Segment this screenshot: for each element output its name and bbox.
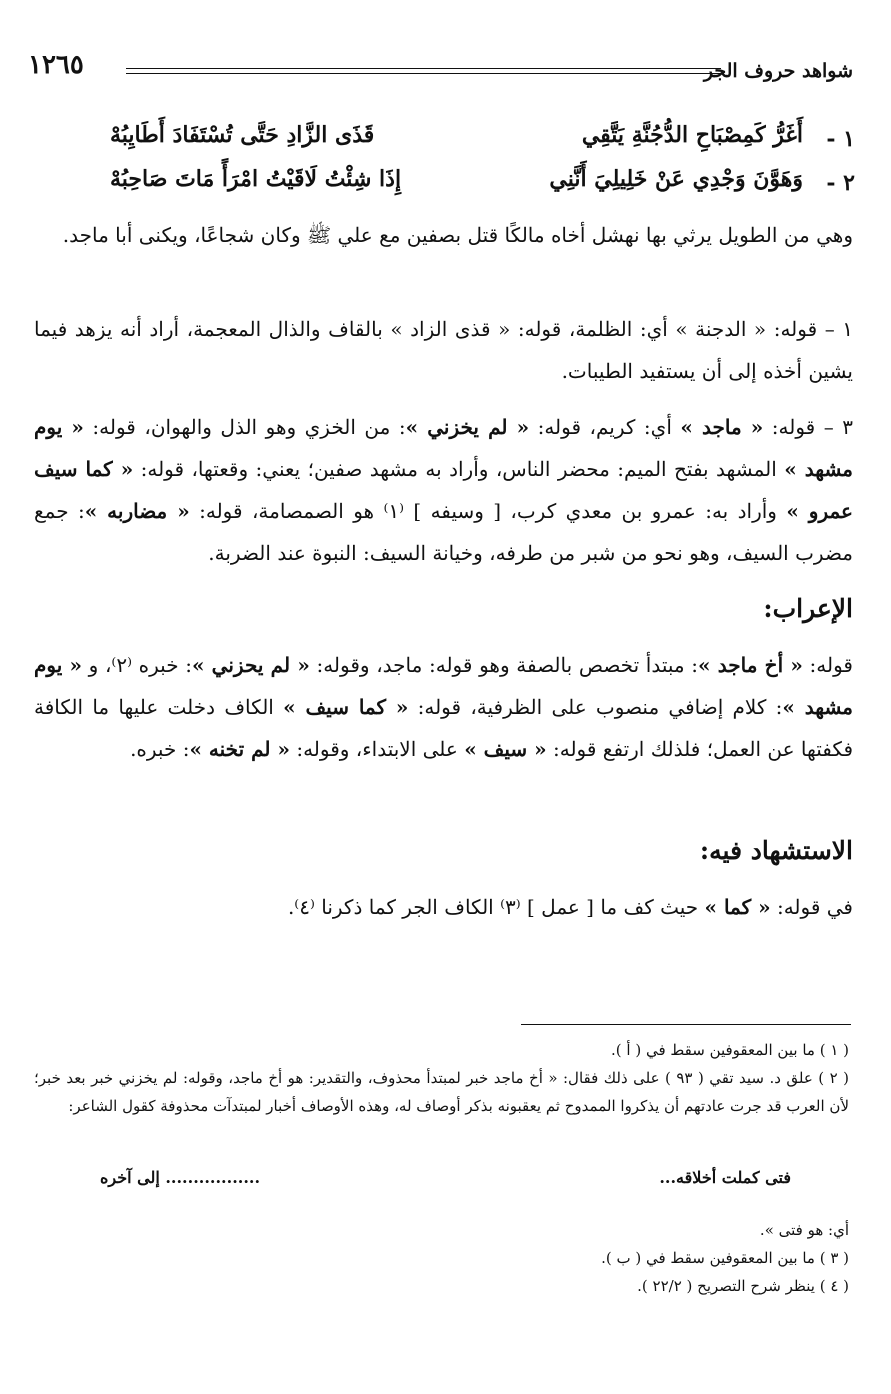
verse-2 — [80, 166, 855, 206]
running-title: شواهد حروف الجر — [703, 60, 853, 82]
i3rab-paragraph — [34, 644, 853, 770]
text-run: على الابتداء، وقوله: — [289, 737, 465, 761]
text-run: : من الخزي وهو الذل والهوان، قوله: — [83, 415, 406, 439]
text-run: ٣ – قوله: — [763, 415, 853, 439]
quoted-term: « لم تخنه » — [189, 737, 290, 761]
text-run: : كلام إضافي منصوب على الظرفية، قوله: — [408, 695, 783, 719]
text-run: المشهد بفتح الميم: محضر الناس، وأراد به مشهد صفين؛ يعني: وقعتها، قوله: — [133, 457, 785, 481]
note-1-paragraph: ١ – قوله: « الدجنة » أي: الظلمة، قوله: « قذى الزاد » بالقاف والذال المعجمة، أراد أنه يزهد فيما يشين أخذه إلى أن يستفيد الطيبات. — [34, 317, 853, 383]
quoted-term: « يوم مشهد » — [34, 653, 854, 719]
text-run: حيث كف ما [ عمل ] ⁽٣⁾ الكاف الجر كما ذكرنا ⁽٤⁾. — [287, 895, 705, 919]
verse-number: ٢ - — [826, 170, 855, 196]
verse-first-hemistich: وَهَوَّنَ وَجْدِي عَنْ خَلِيلِيَ أَنَّنِي — [549, 166, 803, 192]
footnote-3: ( ٣ ) ما بين المعقوفين سقط في ( ب ). — [601, 1249, 849, 1267]
intro-paragraph: وهي من الطويل يرثي بها نهشل أخاه مالكًا قتل بصفين مع علي ﷺ وكان شجاعًا، ويكنى أبا ماجد. — [62, 223, 853, 247]
verse-1 — [80, 122, 855, 162]
text-run: في قوله: — [770, 895, 853, 919]
text-run: قوله: — [802, 653, 853, 677]
quoted-term: « كما سيف عمرو » — [34, 457, 853, 523]
istishhad-paragraph — [34, 886, 853, 928]
footnote-verse — [100, 1168, 791, 1198]
verse-second-hemistich: إِذَا شِئْتُ لَاقَيْتُ امْرَأً مَاتَ صَاحِبُهْ — [110, 166, 402, 192]
istishhad-heading: الاستشهاد فيه: — [699, 836, 853, 865]
text-run: وأراد به: عمرو بن معدي كرب، [ وسيفه ] ⁽١⁾ هو الصمصامة، قوله: — [189, 499, 787, 523]
footnote-2-end: أي: هو فتى ». — [759, 1221, 849, 1239]
quoted-term: « سيف » — [464, 737, 547, 761]
running-header — [28, 50, 853, 90]
quoted-term: « أخ ماجد » — [698, 653, 803, 677]
text-run: : جمع مضرب السيف، وهو نحو من شبر من طرفه، وخيانة السيف: النبوة عند الضربة. — [34, 499, 853, 565]
quoted-term: « كما » — [704, 895, 771, 919]
quoted-term: « كما سيف » — [283, 695, 409, 719]
quoted-term: « ماجد » — [680, 415, 764, 439]
verse-number: ١ - — [826, 126, 855, 152]
page-number: ١٢٦٥ — [28, 50, 84, 80]
footnote-1: ( ١ ) ما بين المعقوفين سقط في ( أ ). — [611, 1041, 849, 1059]
quoted-term: « لم يخزني » — [405, 415, 530, 439]
text-run: : خبره. — [130, 737, 190, 761]
text-run: أي: كريم، قوله: — [529, 415, 681, 439]
footnote-verse-second: ................. إلى آخره — [100, 1168, 261, 1187]
verse-first-hemistich: أَغَرُّ كَمِصْبَاحِ الدُّجُنَّةِ يَتَّقِي — [581, 122, 803, 148]
text-run: : خبره ⁽٢⁾، و — [82, 653, 192, 677]
header-rule — [126, 68, 721, 74]
text-run: : مبتدأ تخصص بالصفة وهو قوله: ماجد، وقوله: — [309, 653, 698, 677]
quoted-term: « مضاربه » — [84, 499, 190, 523]
footnote-verse-first: فتى كملت أخلاقه... — [659, 1168, 791, 1187]
note-3-paragraph — [34, 406, 853, 574]
verse-second-hemistich: قَذَى الزَّادِ حَتَّى تُسْتَفَادَ أَطَايِبُهْ — [110, 122, 375, 148]
footnote-2: ( ٢ ) علق د. سيد تقي ( ٩٣ ) على ذلك فقال: « أخ ماجد خبر لمبتدأ محذوف، والتقدير: هو أخ ماجد، وقوله: لم يخزني خبر بعد خبر؛ لأن العرب قد جرت عادتهم أن يذكروا الممدوح ثم يعقبونه بذكر أوصاف له، وهذه الأوصاف أخبار لمبتدآت محذوفة كقول الشاعر: — [34, 1069, 849, 1115]
i3rab-heading: الإعراب: — [763, 594, 853, 623]
quoted-term: « لم يحزني » — [191, 653, 310, 677]
quoted-term: « يوم مشهد » — [34, 415, 854, 481]
footnote-4: ( ٤ ) ينظر شرح التصريح ( ٢٢/٢ ). — [637, 1277, 849, 1295]
text-run: الكاف دخلت عليها ما الكافة فكفتها عن العمل؛ فلذلك ارتفع قوله: — [34, 695, 853, 761]
footnote-separator — [521, 1024, 851, 1025]
